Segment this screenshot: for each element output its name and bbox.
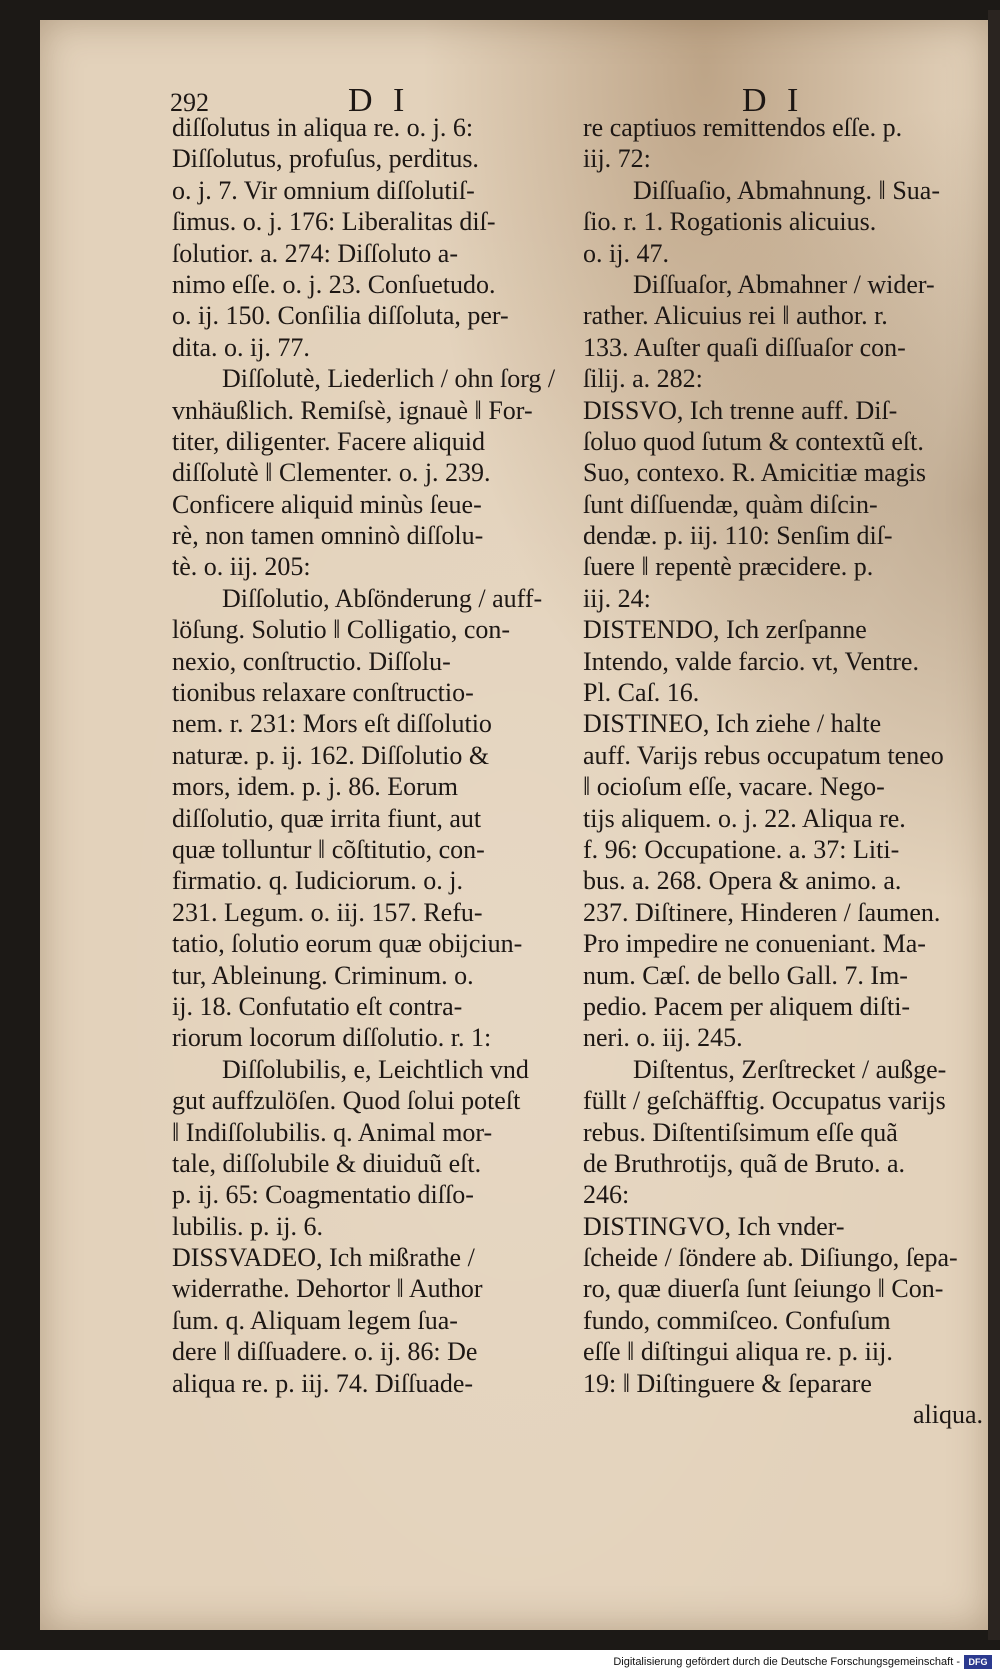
text-line: ſunt diſſuendæ, quàm diſcin- (583, 489, 878, 519)
text-line: 231. Legum. o. iij. 157. Refu- (172, 897, 483, 927)
text-line: ſio. r. 1. Rogationis alicuius. (583, 207, 877, 237)
text-line: pedio. Pacem per aliquem diſti- (583, 991, 911, 1021)
text-line: füllt / geſchäfftig. Occupatus varijs (583, 1086, 946, 1116)
text-line: Diſſolutus, profuſus, perditus. (172, 144, 479, 174)
page-number: 292 (170, 88, 209, 117)
text-line: rebus. Diſtentiſsimum eſſe quã (583, 1117, 898, 1147)
footer-bar (0, 1650, 1000, 1676)
text-line: fundo, commiſceo. Confuſum (583, 1305, 891, 1335)
text-line: eſſe ‖ diſtingui aliqua re. p. iij. (583, 1337, 893, 1367)
text-line: iij. 72: (583, 144, 651, 174)
text-line: Diſſolutè, Liederlich / ohn ſorg / (222, 364, 556, 394)
text-line: nem. r. 231: Mors eſt diſſolutio (172, 709, 492, 739)
text-line: tur, Ableinung. Criminum. o. (172, 960, 474, 990)
text-line: löſung. Solutio ‖ Colligatio, con- (172, 615, 511, 645)
text-line: 237. Diſtinere, Hinderen / ſaumen. (583, 897, 941, 927)
text-line: ſuere ‖ repentè præcidere. p. (583, 552, 874, 582)
text-line: Diſtentus, Zerſtrecket / außge- (633, 1054, 947, 1084)
text-line: diſſolutio, quæ irrita fiunt, aut (172, 803, 482, 833)
text-line: tijs aliquem. o. j. 22. Aliqua re. (583, 803, 906, 833)
text-line: neri. o. iij. 245. (583, 1023, 743, 1053)
text-line: Conficere aliquid minùs ſeue- (172, 489, 482, 519)
text-line: titer, diligenter. Facere aliquid (172, 426, 486, 456)
text-line: o. ij. 47. (583, 238, 669, 268)
text-line: Pl. Caſ. 16. (583, 678, 700, 708)
text-line: Diſſolubilis, e, Leichtlich vnd (222, 1054, 529, 1084)
text-line: ſolutior. a. 274: Diſſoluto a- (172, 238, 458, 268)
text-line: firmatio. q. Iudiciorum. o. j. (172, 866, 464, 896)
text-line: DISTINGVO, Ich vnder- (583, 1211, 845, 1241)
text-line: tale, diſſolubile & diuiduũ eſt. (172, 1148, 482, 1178)
text-line: o. j. 7. Vir omnium diſſolutiſ- (172, 175, 475, 205)
page-edge (988, 10, 1000, 1640)
text-line: re captiuos remittendos eſſe. p. (583, 113, 903, 142)
text-line: auff. Varijs rebus occupatum teneo (583, 740, 944, 770)
text-line: tionibus relaxare conſtructio- (172, 678, 474, 708)
text-line: dita. o. ij. 77. (172, 332, 310, 362)
text-line: ſimus. o. j. 176: Liberalitas diſ- (172, 207, 496, 237)
text-line: rather. Alicuius rei ‖ author. r. (583, 301, 888, 331)
text-line: dere ‖ diſſuadere. o. ij. 86: De (172, 1337, 478, 1367)
text-line: Diſſuaſor, Abmahner / wider- (633, 269, 935, 299)
right-column (583, 112, 983, 1430)
text-line: ‖ ocioſum eſſe, vacare. Nego- (583, 772, 885, 802)
text-line: rè, non tamen omninò diſſolu- (172, 521, 484, 551)
text-line: gut auffzulöſen. Quod ſolui poteſt (172, 1086, 521, 1116)
text-line: f. 96: Occupatione. a. 37: Liti- (583, 834, 900, 864)
text-line: ij. 18. Confutatio eſt contra- (172, 991, 463, 1021)
text-line: Diſſolutio, Abſönderung / auff- (222, 583, 543, 613)
text-line: nimo eſſe. o. j. 23. Conſuetudo. (172, 269, 496, 299)
text-line: tatio, ſolutio eorum quæ obijciun- (172, 929, 523, 959)
text-line: riorum locorum diſſolutio. r. 1: (172, 1023, 492, 1053)
text-line: naturæ. p. ij. 162. Diſſolutio & (172, 740, 490, 770)
text-line: p. ij. 65: Coagmentatio diſſo- (172, 1180, 474, 1210)
text-line: mors, idem. p. j. 86. Eorum (172, 772, 458, 802)
text-line: Diſſuaſio, Abmahnung. ‖ Sua- (633, 175, 940, 205)
text-line: 246: (583, 1180, 630, 1210)
running-head-left: D I (348, 82, 411, 119)
text-line: num. Cæſ. de bello Gall. 7. Im- (583, 960, 908, 990)
text-line: vnhäußlich. Remiſsè, ignauè ‖ For- (172, 395, 533, 425)
text-line: quæ tolluntur ‖ cõſtitutio, con- (172, 834, 485, 864)
text-line: ſoluo quod ſutum & contextũ eſt. (583, 426, 924, 456)
text-line: tè. o. iij. 205: (172, 552, 311, 582)
text-line: ſcheide / ſöndere ab. Diſiungo, ſepa- (583, 1243, 958, 1273)
text-line: lubilis. p. ij. 6. (172, 1211, 323, 1241)
text-line: diſſolutè ‖ Clementer. o. j. 239. (172, 458, 491, 488)
text-line: DISTENDO, Ich zerſpanne (583, 615, 867, 645)
left-column (172, 112, 564, 1399)
text-line: widerrathe. Dehortor ‖ Author (172, 1274, 483, 1304)
funding-credit: Digitalisierung gefördert durch die Deutsche Forschungsgemeinschaft - (613, 1656, 960, 1668)
text-line: DISSVO, Ich trenne auff. Diſ- (583, 395, 898, 425)
text-line: ſilij. a. 282: (583, 364, 703, 394)
text-line: ro, quæ diuerſa ſunt ſeiungo ‖ Con- (583, 1274, 944, 1304)
text-line: 133. Auſter quaſi diſſuaſor con- (583, 332, 906, 362)
text-line: nexio, conſtructio. Diſſolu- (172, 646, 451, 676)
dfg-logo: DFG (964, 1655, 992, 1669)
text-line: dendæ. p. iij. 110: Senſim diſ- (583, 521, 893, 551)
text-line: Suo, contexo. R. Amicitiæ magis (583, 458, 927, 488)
text-line: bus. a. 268. Opera & animo. a. (583, 866, 902, 896)
text-line: Intendo, valde farcio. vt, Ventre. (583, 646, 919, 676)
running-head-right: D I (742, 82, 805, 119)
text-line: DISTINEO, Ich ziehe / halte (583, 709, 882, 739)
text-line: iij. 24: (583, 583, 651, 613)
text-line: o. ij. 150. Conſilia diſſoluta, per- (172, 301, 509, 331)
text-line: Pro impedire ne conueniant. Ma- (583, 929, 926, 959)
text-line: DISSVADEO, Ich mißrathe / (172, 1243, 475, 1273)
text-line: de Bruthrotijs, quã de Bruto. a. (583, 1148, 906, 1178)
text-line: ſum. q. Aliquam legem ſua- (172, 1305, 458, 1335)
text-line: ‖ Indiſſolubilis. q. Animal mor- (172, 1117, 493, 1147)
text-line: diſſolutus in aliqua re. o. j. 6: (172, 113, 474, 142)
text-line: aliqua re. p. iij. 74. Diſſuade- (172, 1368, 474, 1398)
text-line: 19: ‖ Diſtinguere & ſeparare (583, 1368, 872, 1398)
text-line: aliqua. (912, 1400, 983, 1430)
